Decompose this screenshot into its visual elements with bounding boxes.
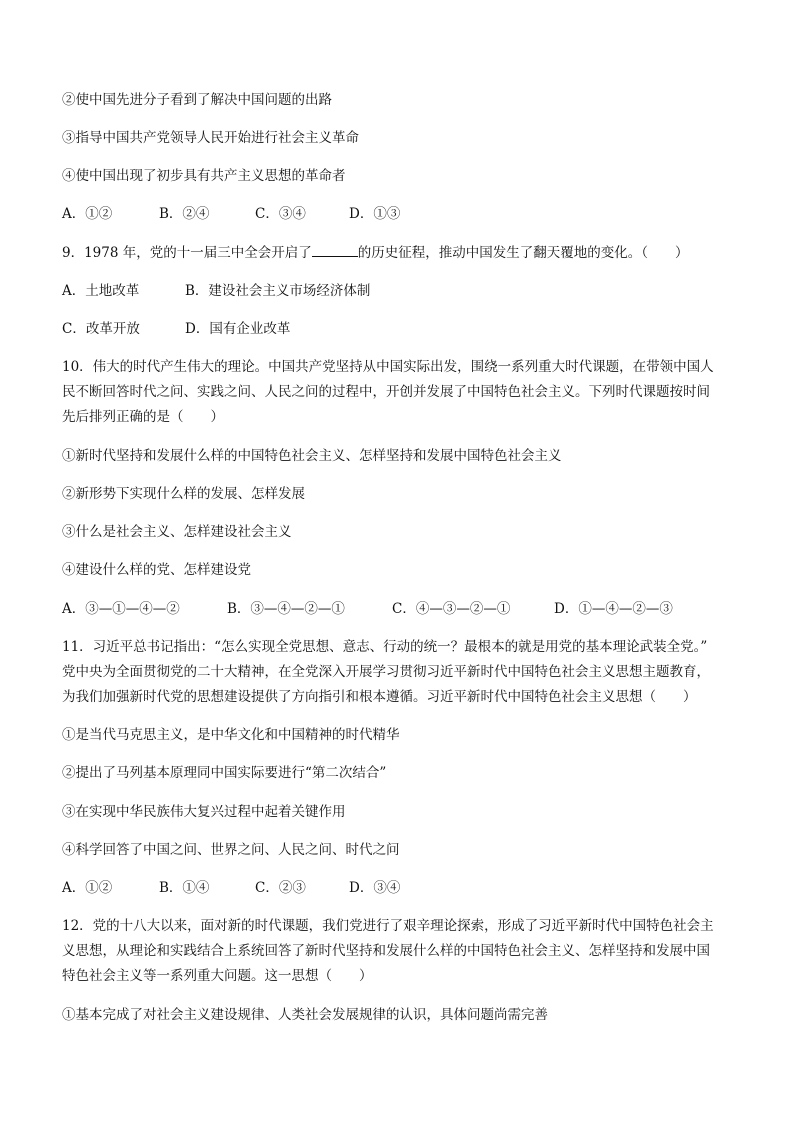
q10-option-d: D．①—④—②—③ [554,601,673,617]
q9-option-a: A．土地改革 [62,283,140,299]
q8-option-d: D．①③ [349,206,401,222]
q9-option-d: D．国有企业改革 [185,321,291,337]
q10-option-b: B．③—④—②—① [227,601,345,617]
q9-options-row-1 [62,280,734,302]
q11-statement-3: ③在实现中华民族伟大复兴过程中起着关键作用 [62,804,346,820]
q9-stem-after: 的历史征程，推动中国发生了翻天覆地的变化。（ ） [357,245,689,261]
q9-blank [312,242,358,257]
q10-option-c: C．④—③—②—① [392,601,511,617]
q11-option-d: D．③④ [349,880,401,896]
q9-stem-before: 9．1978 年，党的十一届三中全会开启了 [62,245,312,261]
q10-statement-1: ①新时代坚持和发展什么样的中国特色社会主义、怎样坚持和发展中国特色社会主义 [62,448,562,464]
q9-stem [62,242,734,264]
q9-option-b: B．建设社会主义市场经济体制 [185,283,371,299]
q11-options [62,877,734,899]
q8-option-b: B．②④ [159,206,210,222]
q8-option-a: A．①② [62,206,113,222]
q10-stem-line-3: 先后排列正确的是（ ） [62,409,224,425]
q11-stem-line-1: 11．习近平总书记指出：“怎么实现全党思想、意志、行动的统一？最根本的就是用党的基本理论武装全党。” [62,639,708,655]
q12-statement-1: ①基本完成了对社会主义建设规律、人类社会发展规律的认识，具体问题尚需完善 [62,1007,548,1023]
q8-statement-3: ③指导中国共产党领导人民开始进行社会主义革命 [62,130,359,146]
q8-statement-4: ④使中国出现了初步具有共产主义思想的革命者 [62,168,346,184]
q11-stem-line-3: 为我们加强新时代党的思想建设提供了方向指引和根本遵循。习近平新时代中国特色社会主义思想（ ） [62,689,697,705]
q8-statement-2: ②使中国先进分子看到了解决中国问题的出路 [62,92,332,108]
q12-stem-line-2: 义思想，从理论和实践结合上系统回答了新时代坚持和发展什么样的中国特色社会主义、怎样坚持和发展中国 [62,943,710,959]
q8-options [62,203,734,225]
q10-option-a: A．③—①—④—② [62,601,180,617]
q12-stem-line-1: 12．党的十八大以来，面对新的时代课题，我们党进行了艰辛理论探索，形成了习近平新时代中国特色社会主 [62,918,714,934]
q11-statement-4: ④科学回答了中国之问、世界之问、人民之问、时代之问 [62,842,400,858]
q10-stem-line-1: 10．伟大的时代产生伟大的理论。中国共产党坚持从中国实际出发，围绕一系列重大时代课题，在带领中国人 [62,359,714,375]
q10-stem-line-2: 民不断回答时代之问、实践之问、人民之问的过程中，开创并发展了中国特色社会主义。下列时代课题按时间 [62,384,710,400]
q9-option-c: C．改革开放 [62,321,140,337]
q9-options-row-2 [62,318,734,340]
q10-statement-3: ③什么是社会主义、怎样建设社会主义 [62,524,292,540]
q11-statement-1: ①是当代马克思主义，是中华文化和中国精神的时代精华 [62,727,400,743]
q10-options [62,598,734,620]
q11-stem-line-2: 党中央为全面贯彻党的二十大精神，在全党深入开展学习贯彻习近平新时代中国特色社会主义思想主题教育， [62,664,710,680]
q10-statement-2: ②新形势下实现什么样的发展、怎样发展 [62,486,305,502]
q11-option-b: B．①④ [159,880,210,896]
q12-stem-line-3: 特色社会主义等一系列重大问题。这一思想（ ） [62,968,373,984]
q10-statement-4: ④建设什么样的党、怎样建设党 [62,562,251,578]
q11-statement-2: ②提出了马列基本原理同中国实际要进行“第二次结合” [62,765,387,781]
q11-option-a: A．①② [62,880,113,896]
q8-option-c: C．③④ [255,206,306,222]
q11-option-c: C．②③ [255,880,306,896]
